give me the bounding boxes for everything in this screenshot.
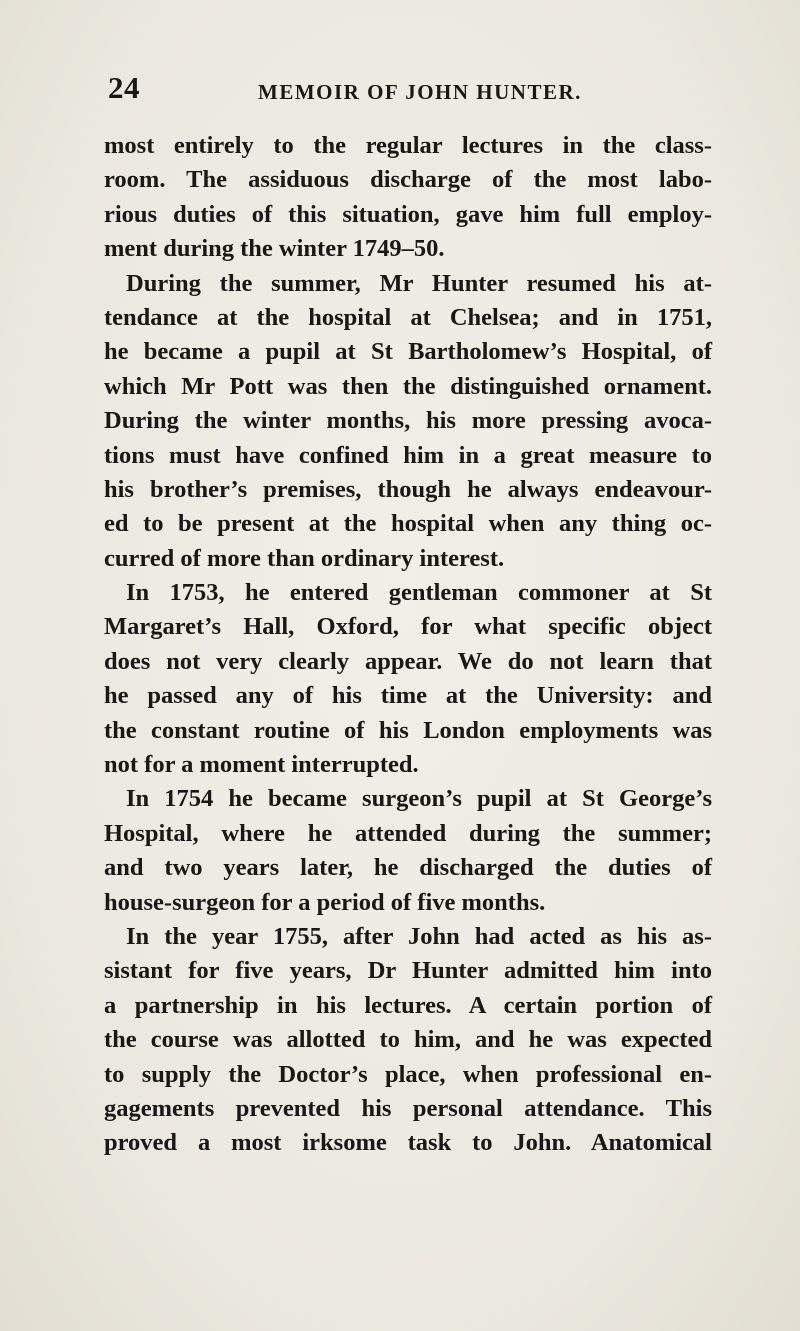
text-line: and two years later, he discharged the duties of: [104, 854, 712, 882]
text-line: he became a pupil at St Bartholomew’s Hospital, of: [104, 338, 712, 366]
body-text: [104, 129, 712, 1161]
text-line: room. The assiduous discharge of the most labo-: [104, 166, 712, 194]
text-line: curred of more than ordinary interest.: [104, 544, 505, 572]
text-line: which Mr Pott was then the distinguished ornament.: [104, 372, 712, 400]
text-line: proved a most irksome task to John. Anatomical: [104, 1129, 712, 1157]
text-line: not for a moment interrupted.: [104, 751, 419, 779]
text-line: In 1754 he became surgeon’s pupil at St George’s: [126, 785, 712, 813]
text-line: ed to be present at the hospital when any thing oc-: [104, 510, 712, 538]
running-head: MEMOIR OF JOHN HUNTER.: [258, 80, 582, 104]
page-number: 24: [108, 70, 140, 105]
text-line: Margaret’s Hall, Oxford, for what specific object: [104, 613, 712, 641]
text-line: a partnership in his lectures. A certain portion of: [104, 991, 712, 1019]
text-line: ment during the winter 1749–50.: [104, 235, 445, 263]
text-line: In the year 1755, after John had acted as his as-: [126, 922, 712, 950]
text-line: the constant routine of his London employments was: [104, 716, 712, 744]
text-line: In 1753, he entered gentleman commoner at St: [126, 579, 712, 607]
text-line: most entirely to the regular lectures in the class-: [104, 132, 712, 159]
text-line: tendance at the hospital at Chelsea; and in 1751,: [104, 303, 712, 331]
text-line: During the winter months, his more pressing avoca-: [104, 407, 712, 435]
text-line: to supply the Doctor’s place, when professional en-: [104, 1060, 712, 1088]
text-line: does not very clearly appear. We do not learn that: [104, 647, 712, 675]
text-line: sistant for five years, Dr Hunter admitted him into: [104, 957, 712, 985]
text-line: the course was allotted to him, and he was expected: [104, 1026, 712, 1054]
text-line: his brother’s premises, though he always endeavour-: [104, 475, 712, 503]
text-line: he passed any of his time at the University: and: [104, 682, 712, 710]
text-line: gagements prevented his personal attendance. This: [104, 1094, 712, 1122]
text-line: house-surgeon for a period of five months.: [104, 888, 546, 916]
page-header: [108, 70, 708, 110]
text-line: tions must have confined him in a great measure to: [104, 441, 712, 469]
text-line: During the summer, Mr Hunter resumed his at-: [126, 269, 712, 297]
text-line: rious duties of this situation, gave him full employ-: [104, 200, 712, 228]
text-line: Hospital, where he attended during the summer;: [104, 819, 712, 847]
